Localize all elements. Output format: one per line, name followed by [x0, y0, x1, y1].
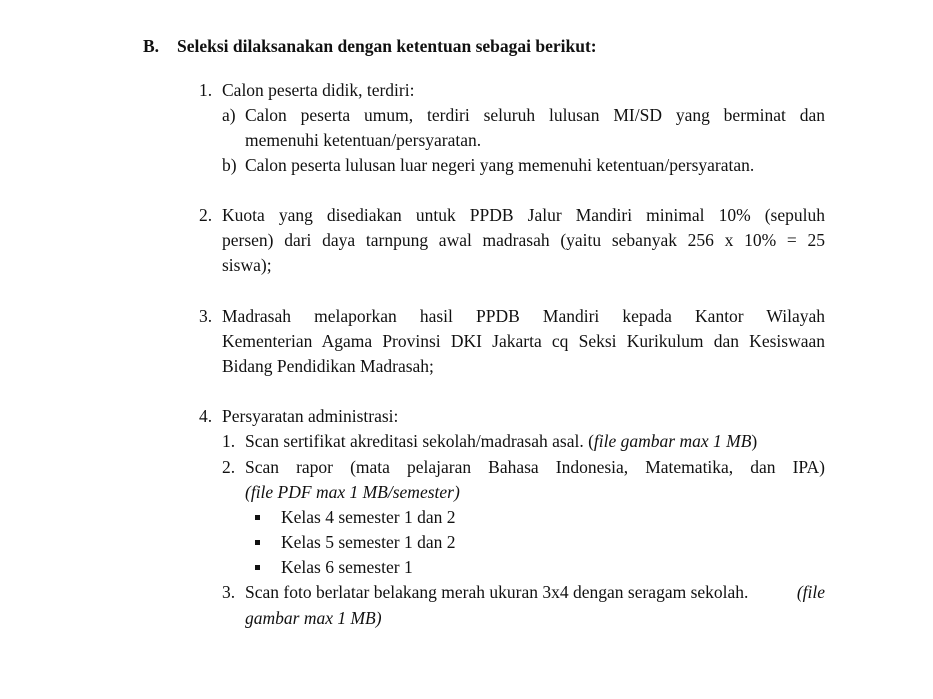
subitem-text-plain: Scan sertifikat akreditasi sekolah/madrasah asal. ( — [245, 431, 594, 451]
bullet-marker — [255, 540, 260, 545]
item-text: Kuota yang disediakan untuk PPDB Jalur Mandiri minimal 10% (sepuluh — [222, 205, 825, 225]
item-text: Kementerian Agama Provinsi DKI Jakarta cq Seksi Kurikulum dan Kesiswaan — [222, 331, 825, 351]
item-text: Madrasah melaporkan hasil PPDB Mandiri kepada Kantor Wilayah — [222, 306, 825, 326]
subitem-text-tail: ) — [751, 431, 758, 451]
subitem-italic-note: (file PDF max 1 MB/semester) — [245, 482, 460, 502]
section-label: B. — [143, 36, 160, 56]
subitem-letter: b) — [222, 155, 237, 175]
item-number: 2. — [199, 205, 213, 225]
bullet-item: Kelas 4 semester 1 dan 2 — [281, 507, 456, 527]
item-text: persen) dari daya tarnpung awal madrasah (yaitu sebanyak 256 x 10% = 25 — [222, 230, 825, 250]
subitem-text — [245, 580, 825, 605]
bullet-item: Kelas 5 semester 1 dan 2 — [281, 532, 456, 552]
item-number: 4. — [199, 406, 213, 426]
subitem-text-italic — [245, 480, 460, 505]
subitem-number: 3. — [222, 582, 236, 602]
item-number: 3. — [199, 306, 213, 326]
subitem-text: Calon peserta umum, terdiri seluruh lulusan MI/SD yang berminat dan — [245, 105, 825, 125]
item-number: 1. — [199, 80, 213, 100]
subitem-italic-note: gambar max 1 MB) — [245, 608, 382, 628]
bullet-item: Kelas 6 semester 1 — [281, 557, 413, 577]
subitem-text: Scan rapor (mata pelajaran Bahasa Indonesia, Matematika, dan IPA) — [245, 457, 825, 477]
subitem-number: 1. — [222, 431, 236, 451]
subitem-text-italic — [245, 606, 382, 631]
item-text: siswa); — [222, 255, 272, 275]
subitem-number: 2. — [222, 457, 236, 477]
subitem-letter: a) — [222, 105, 236, 125]
item-text: Calon peserta didik, terdiri: — [222, 80, 415, 100]
item-text: Persyaratan administrasi: — [222, 406, 399, 426]
subitem-text: memenuhi ketentuan/persyaratan. — [245, 130, 482, 150]
subitem-text-italic: (file — [796, 582, 825, 602]
subitem-text-plain: Scan foto berlatar belakang merah ukuran 3x4 dengan seragam sekolah. — [245, 582, 749, 602]
bullet-marker — [255, 565, 260, 570]
subitem-text-italic: file gambar max 1 MB — [593, 431, 752, 451]
section-title: Seleksi dilaksanakan dengan ketentuan sebagai berikut: — [177, 36, 597, 56]
item-text: Bidang Pendidikan Madrasah; — [222, 356, 434, 376]
subitem-text — [245, 429, 757, 454]
subitem-text: Calon peserta lulusan luar negeri yang memenuhi ketentuan/persyaratan. — [245, 155, 755, 175]
bullet-marker — [255, 515, 260, 520]
